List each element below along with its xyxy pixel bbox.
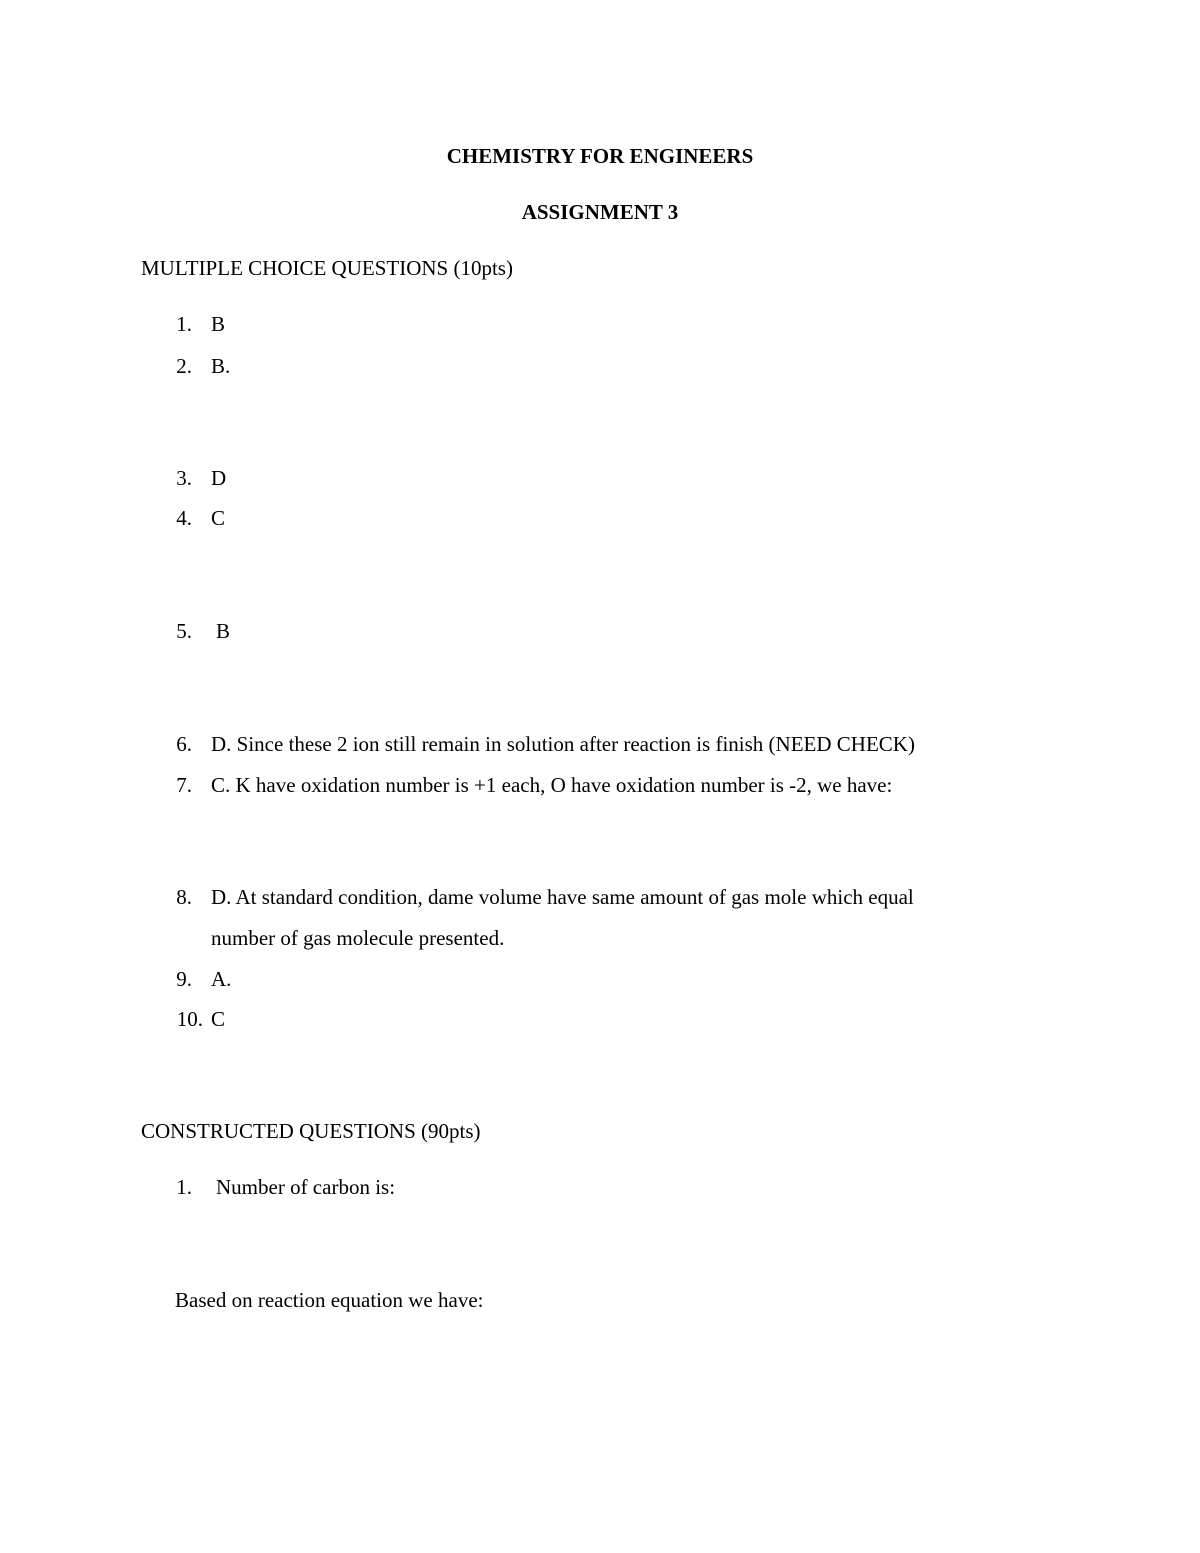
mcq-number: 10. <box>176 1007 203 1031</box>
mcq-answer: B <box>216 619 231 643</box>
mcq-answer: B. <box>211 354 231 378</box>
mcq-answer: C. K have oxidation number is +1 each, O have oxidation number is -2, we have: <box>211 773 893 797</box>
mcq-answer-continuation: number of gas molecule presented. <box>211 926 505 950</box>
mcq-answer: C <box>211 506 226 530</box>
mcq-answer: D <box>211 466 227 490</box>
mcq-answer: D. Since these 2 ion still remain in solution after reaction is finish (NEED CHECK) <box>211 732 915 756</box>
constructed-heading: CONSTRUCTED QUESTIONS (90pts) <box>141 1119 481 1143</box>
mcq-number: 2. <box>176 354 192 378</box>
document-title: CHEMISTRY FOR ENGINEERS <box>446 144 754 168</box>
mcq-heading: MULTIPLE CHOICE QUESTIONS (10pts) <box>141 256 513 280</box>
mcq-number: 4. <box>176 506 192 530</box>
mcq-number: 9. <box>176 967 192 991</box>
mcq-number: 3. <box>176 466 192 490</box>
constructed-question: Number of carbon is: <box>216 1175 396 1199</box>
mcq-answer: C <box>211 1007 226 1031</box>
mcq-answer: B <box>211 312 226 336</box>
constructed-number: 1. <box>176 1175 192 1199</box>
mcq-number: 8. <box>176 885 192 909</box>
mcq-number: 6. <box>176 732 192 756</box>
mcq-number: 7. <box>176 773 192 797</box>
reaction-text: Based on reaction equation we have: <box>175 1288 484 1312</box>
mcq-number: 5. <box>176 619 192 643</box>
mcq-answer: D. At standard condition, dame volume have same amount of gas mole which equal <box>211 885 914 909</box>
document-subtitle: ASSIGNMENT 3 <box>521 200 679 224</box>
mcq-answer: A. <box>211 967 232 991</box>
mcq-number: 1. <box>176 312 192 336</box>
